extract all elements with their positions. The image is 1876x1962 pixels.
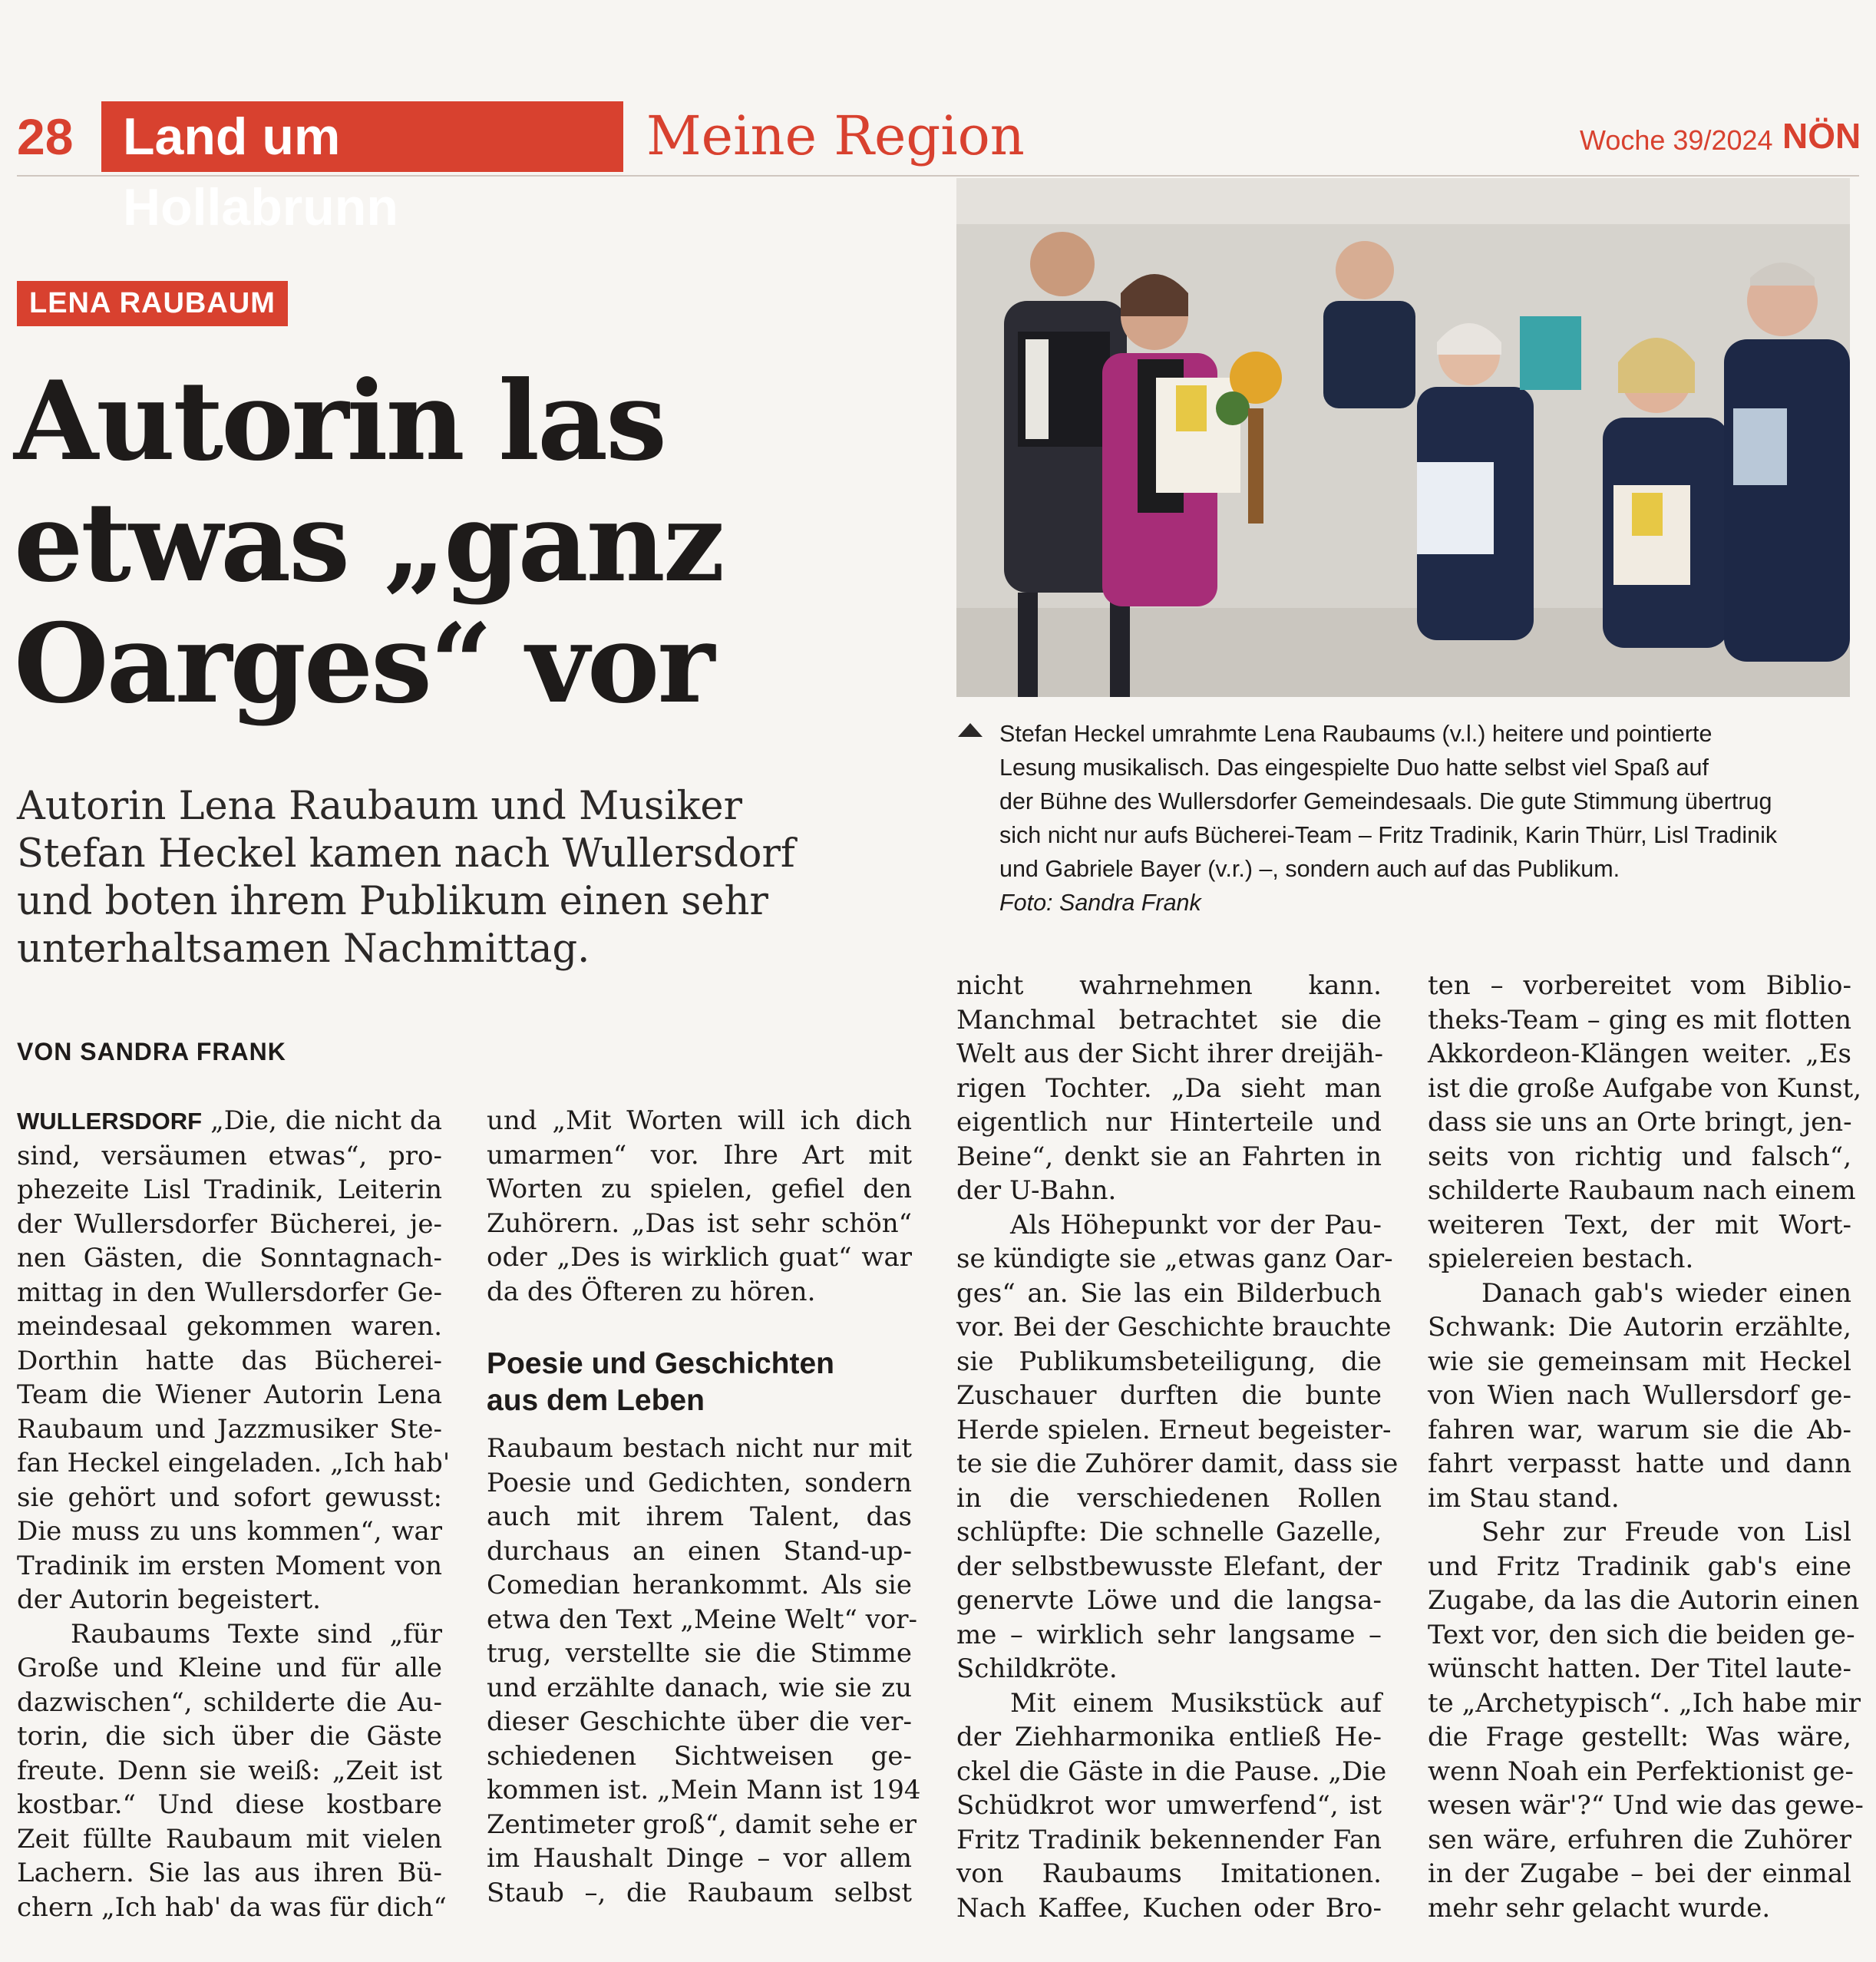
text-line: von Raubaums Imitationen. <box>956 1858 1382 1889</box>
text-line: Schildkröte. <box>956 1653 1118 1684</box>
text-line: Zentimeter groß“, damit sehe er <box>487 1808 917 1840</box>
text-line: Welt aus der Sicht ihrer dreijäh- <box>956 1039 1384 1069</box>
brand-logo: NÖN <box>1782 116 1861 156</box>
text-line: Dorthin hatte das Bücherei- <box>17 1345 442 1376</box>
text-line: WULLERSDORF „Die, die nicht da <box>17 1105 442 1136</box>
text-line: trug, verstellte sie die Stimme <box>487 1638 912 1669</box>
paragraph <box>487 1432 921 1910</box>
text-line: Lachern. Sie las aus ihren Bü- <box>17 1858 442 1888</box>
byline: VON SANDRA FRANK <box>17 1038 286 1065</box>
text-line: Zeit füllte Raubaum mit vielen <box>17 1823 442 1855</box>
text-line: fahren war, warum sie die Ab- <box>1428 1414 1851 1445</box>
text-line: in der Zugabe – bei der einmal <box>1428 1858 1851 1889</box>
text-line: Schwank: Die Autorin erzählte, <box>1428 1312 1851 1343</box>
text-line: Tradinik im ersten Moment von <box>17 1550 442 1581</box>
text-line: Nach Kaffee, Kuchen oder Bro- <box>956 1892 1382 1924</box>
article-lead <box>17 783 923 973</box>
text-line: fan Heckel eingeladen. „Ich hab' <box>17 1448 451 1478</box>
article-headline <box>14 358 920 728</box>
text-line: Sehr zur Freude von Lisl <box>1481 1517 1851 1547</box>
caption-line: sich nicht nur aufs Bücherei-Team – Fritz Tradinik, Karin Thürr, Lisl Tradinik <box>999 822 1778 848</box>
lead-line: und boten ihrem Publikum einen sehr <box>17 879 768 924</box>
issue-week: Woche 39/2024 <box>1580 124 1773 156</box>
header-rule <box>17 175 1859 177</box>
text-line: Die muss zu uns kommen“, war <box>17 1516 442 1547</box>
lead-line: Autorin Lena Raubaum und Musiker <box>17 784 742 829</box>
text-line: oder „Des is wirklich guat“ war <box>487 1242 912 1273</box>
text-line: te „Archetypisch“. „Ich habe mir <box>1428 1687 1861 1719</box>
text-line: ist die große Aufgabe von Kunst, <box>1428 1072 1862 1104</box>
text-line: mittag in den Wullersdorfer Ge- <box>17 1277 442 1308</box>
body-column-4 <box>1428 969 1864 1925</box>
text-line: im Stau stand. <box>1428 1482 1620 1514</box>
text-line: der Wullersdorfer Bücherei, je- <box>17 1208 442 1240</box>
text-line: Raubaum und Jazzmusiker Ste- <box>17 1413 442 1445</box>
text-line: wie sie gemeinsam mit Heckel <box>1428 1346 1851 1377</box>
text-line: der U-Bahn. <box>956 1175 1117 1206</box>
text-line: dazwischen“, schilderte die Au- <box>17 1686 442 1718</box>
text-line: fahrt verpasst hatte und dann <box>1428 1448 1851 1479</box>
text-line: Zuschauer durften die bunte <box>956 1380 1382 1411</box>
text-line: in die verschiedenen Rollen <box>956 1482 1382 1514</box>
text-line: nicht wahrnehmen kann. <box>956 970 1382 1001</box>
body-column-3 <box>956 969 1399 1925</box>
text-line: se kündigte sie „etwas ganz Oar- <box>956 1244 1393 1274</box>
paragraph <box>1428 969 1862 1277</box>
body-column-1 <box>17 1104 451 1924</box>
text-line: wenn Noah ein Perfektionist ge- <box>1428 1756 1854 1787</box>
text-line: etwa den Text „Meine Welt“ vor- <box>487 1604 918 1635</box>
text-line: vor. Bei der Geschichte brauchte <box>956 1312 1392 1343</box>
text-line: Zuhörern. „Das ist sehr schön“ <box>487 1207 912 1239</box>
paragraph <box>17 1104 442 1139</box>
text-line: schiedenen Sichtweisen ge- <box>487 1740 912 1772</box>
paragraph <box>1428 1277 1851 1516</box>
text-line: Mit einem Musikstück auf <box>1010 1687 1382 1719</box>
subheading-line: aus dem Leben <box>487 1384 705 1417</box>
text-line: dieser Geschichte über die ver- <box>487 1706 912 1737</box>
text-line: ckel die Gäste in die Pause. „Die <box>956 1756 1387 1787</box>
text-line: Beine“, denkt sie an Fahrten in <box>956 1141 1382 1172</box>
text-line: wünscht hatten. Der Titel laute- <box>1428 1653 1851 1684</box>
text-line: Comedian herankommt. Als sie <box>487 1570 912 1600</box>
text-line: der selbstbewusste Elefant, der <box>956 1551 1382 1582</box>
caption-line: der Bühne des Wullersdorfer Gemeindesaals. Die gute Stimmung übertrug <box>999 788 1772 814</box>
subheading <box>487 1346 912 1419</box>
text-line: chern „Ich hab' da was für dich“ <box>17 1891 447 1923</box>
subheading-line: Poesie und Geschichten <box>487 1347 834 1380</box>
text-line: die Frage gestellt: Was wäre, <box>1428 1722 1851 1752</box>
group-photo-illustration <box>956 178 1850 697</box>
text-line: im Haushalt Dinge – vor allem <box>487 1843 912 1874</box>
text-line: phezeite Lisl Tradinik, Leiterin <box>17 1174 442 1205</box>
text-line: Große und Kleine und für alle <box>17 1653 442 1683</box>
text-line: ges“ an. Sie las ein Bilderbuch <box>956 1277 1382 1309</box>
text-line: Fritz Tradinik bekennender Fan <box>956 1824 1382 1855</box>
text-line: sen wäre, erfuhren die Zuhörer <box>1428 1824 1851 1855</box>
text-line: Herde spielen. Erneut begeister- <box>956 1414 1392 1445</box>
text-line: spielereien bestach. <box>1428 1244 1694 1274</box>
body-column-2 <box>487 1104 921 1910</box>
text-line: Worten zu spielen, gefiel den <box>487 1174 912 1204</box>
caption-arrow-icon <box>958 723 983 737</box>
text-line: umarmen“ vor. Ihre Art mit <box>487 1139 912 1171</box>
paragraph <box>487 1104 912 1309</box>
text-line: sind, versäumen etwas“, pro- <box>17 1140 442 1171</box>
text-line: rigen Tochter. „Da sieht man <box>956 1072 1382 1104</box>
headline-line: Autorin las <box>14 358 666 485</box>
text-line: kostbar.“ Und diese kostbare <box>17 1789 442 1820</box>
text-line: Danach gab's wieder einen <box>1481 1277 1851 1309</box>
text-line: seits von richtig und falsch“, <box>1428 1141 1851 1172</box>
paragraph <box>956 1686 1387 1926</box>
photo-caption <box>999 717 1851 920</box>
text-line: und „Mit Worten will ich dich <box>487 1105 912 1136</box>
text-line: torin, die sich über die Gäste <box>17 1721 442 1752</box>
text-line: meindesaal gekommen waren. <box>17 1311 442 1342</box>
text-line: sie Publikumsbeteiligung, die <box>956 1346 1382 1377</box>
text-line: te sie die Zuhörer damit, dass sie <box>956 1448 1399 1479</box>
text-line: Raubaums Texte sind „für <box>71 1618 442 1650</box>
text-line: Schüdkrot wor umwerfend“, ist <box>956 1790 1382 1821</box>
section-subtitle: Meine Region <box>646 104 1025 167</box>
text-line: me – wirklich sehr langsame – <box>956 1619 1382 1650</box>
text-line: freute. Denn sie weiß: „Zeit ist <box>17 1755 442 1786</box>
text-line: weiteren Text, der mit Wort- <box>1428 1209 1851 1240</box>
text-line: nen Gästen, die Sonntagnach- <box>17 1243 442 1273</box>
text-line: theks-Team – ging es mit flotten <box>1428 1004 1851 1036</box>
section-title: Land um Hollabrunn <box>101 101 623 172</box>
article-photo <box>956 178 1850 697</box>
text-line: dass sie uns an Orte bringt, jen- <box>1428 1107 1852 1138</box>
text-line: Raubaum bestach nicht nur mit <box>487 1433 912 1464</box>
text-line: kommen ist. „Mein Mann ist 194 <box>487 1775 921 1805</box>
text-line: Text vor, den sich die beiden ge- <box>1428 1619 1855 1650</box>
text-line: und erzählte danach, wie sie zu <box>487 1672 912 1703</box>
caption-line: Lesung musikalisch. Das eingespielte Duo hatte selbst viel Spaß auf <box>999 755 1709 781</box>
caption-line: und Gabriele Bayer (v.r.) –, sondern auch auf das Publikum. <box>999 856 1620 882</box>
text-line: Zugabe, da las die Autorin einen <box>1428 1585 1860 1616</box>
text-line: schilderte Raubaum nach einem <box>1428 1175 1856 1206</box>
paragraph <box>956 969 1382 1208</box>
text-line: wesen wär'?“ Und wie das gewe- <box>1428 1790 1864 1821</box>
text-line: Akkordeon-Klängen weiter. „Es <box>1428 1039 1851 1069</box>
text-line: Als Höhepunkt vor der Pau- <box>1010 1209 1382 1240</box>
text-line: Poesie und Gedichten, sondern <box>487 1467 912 1498</box>
page-number: 28 <box>17 108 74 165</box>
text-line: Manchmal betrachtet sie die <box>956 1004 1382 1036</box>
headline-line: etwas „ganz <box>14 479 723 606</box>
text-line: genervte Löwe und die langsa- <box>956 1585 1382 1616</box>
text-line: der Autorin begeistert. <box>17 1584 321 1615</box>
lead-line: unterhaltsamen Nachmittag. <box>17 926 590 972</box>
text-line: Team die Wiener Autorin Lena <box>17 1379 442 1410</box>
paragraph <box>17 1139 451 1617</box>
text-line: mehr sehr gelacht wurde. <box>1428 1892 1771 1924</box>
photo-credit: Foto: Sandra Frank <box>999 890 1201 916</box>
caption-line: Stefan Heckel umrahmte Lena Raubaums (v.l.) heitere und pointierte <box>999 721 1713 747</box>
text-line: sie gehört und sofort gewusst: <box>17 1481 442 1513</box>
text-line: schlüpfte: Die schnelle Gazelle, <box>956 1517 1382 1547</box>
paragraph <box>17 1617 447 1925</box>
text-line: ten – vorbereitet vom Biblio- <box>1428 970 1851 1001</box>
paragraph <box>1428 1515 1864 1925</box>
headline-line: Oarges“ vor <box>14 600 713 728</box>
text-line: da des Öfteren zu hören. <box>487 1276 816 1307</box>
text-line: auch mit ihrem Talent, das <box>487 1501 912 1532</box>
text-line: von Wien nach Wullersdorf ge- <box>1428 1380 1851 1411</box>
text-line: und Fritz Tradinik gab's eine <box>1428 1551 1851 1582</box>
article-kicker: LENA RAUBAUM <box>17 281 288 326</box>
text-line: durchaus an einen Stand-up- <box>487 1535 912 1567</box>
text-line: eigentlich nur Hinterteile und <box>956 1107 1382 1138</box>
paragraph <box>956 1208 1399 1686</box>
lead-line: Stefan Heckel kamen nach Wullersdorf <box>17 831 795 877</box>
text-line: der Ziehharmonika entließ He- <box>956 1722 1382 1752</box>
text-line: Staub –, die Raubaum selbst <box>487 1877 912 1908</box>
dateline: WULLERSDORF <box>17 1108 203 1135</box>
